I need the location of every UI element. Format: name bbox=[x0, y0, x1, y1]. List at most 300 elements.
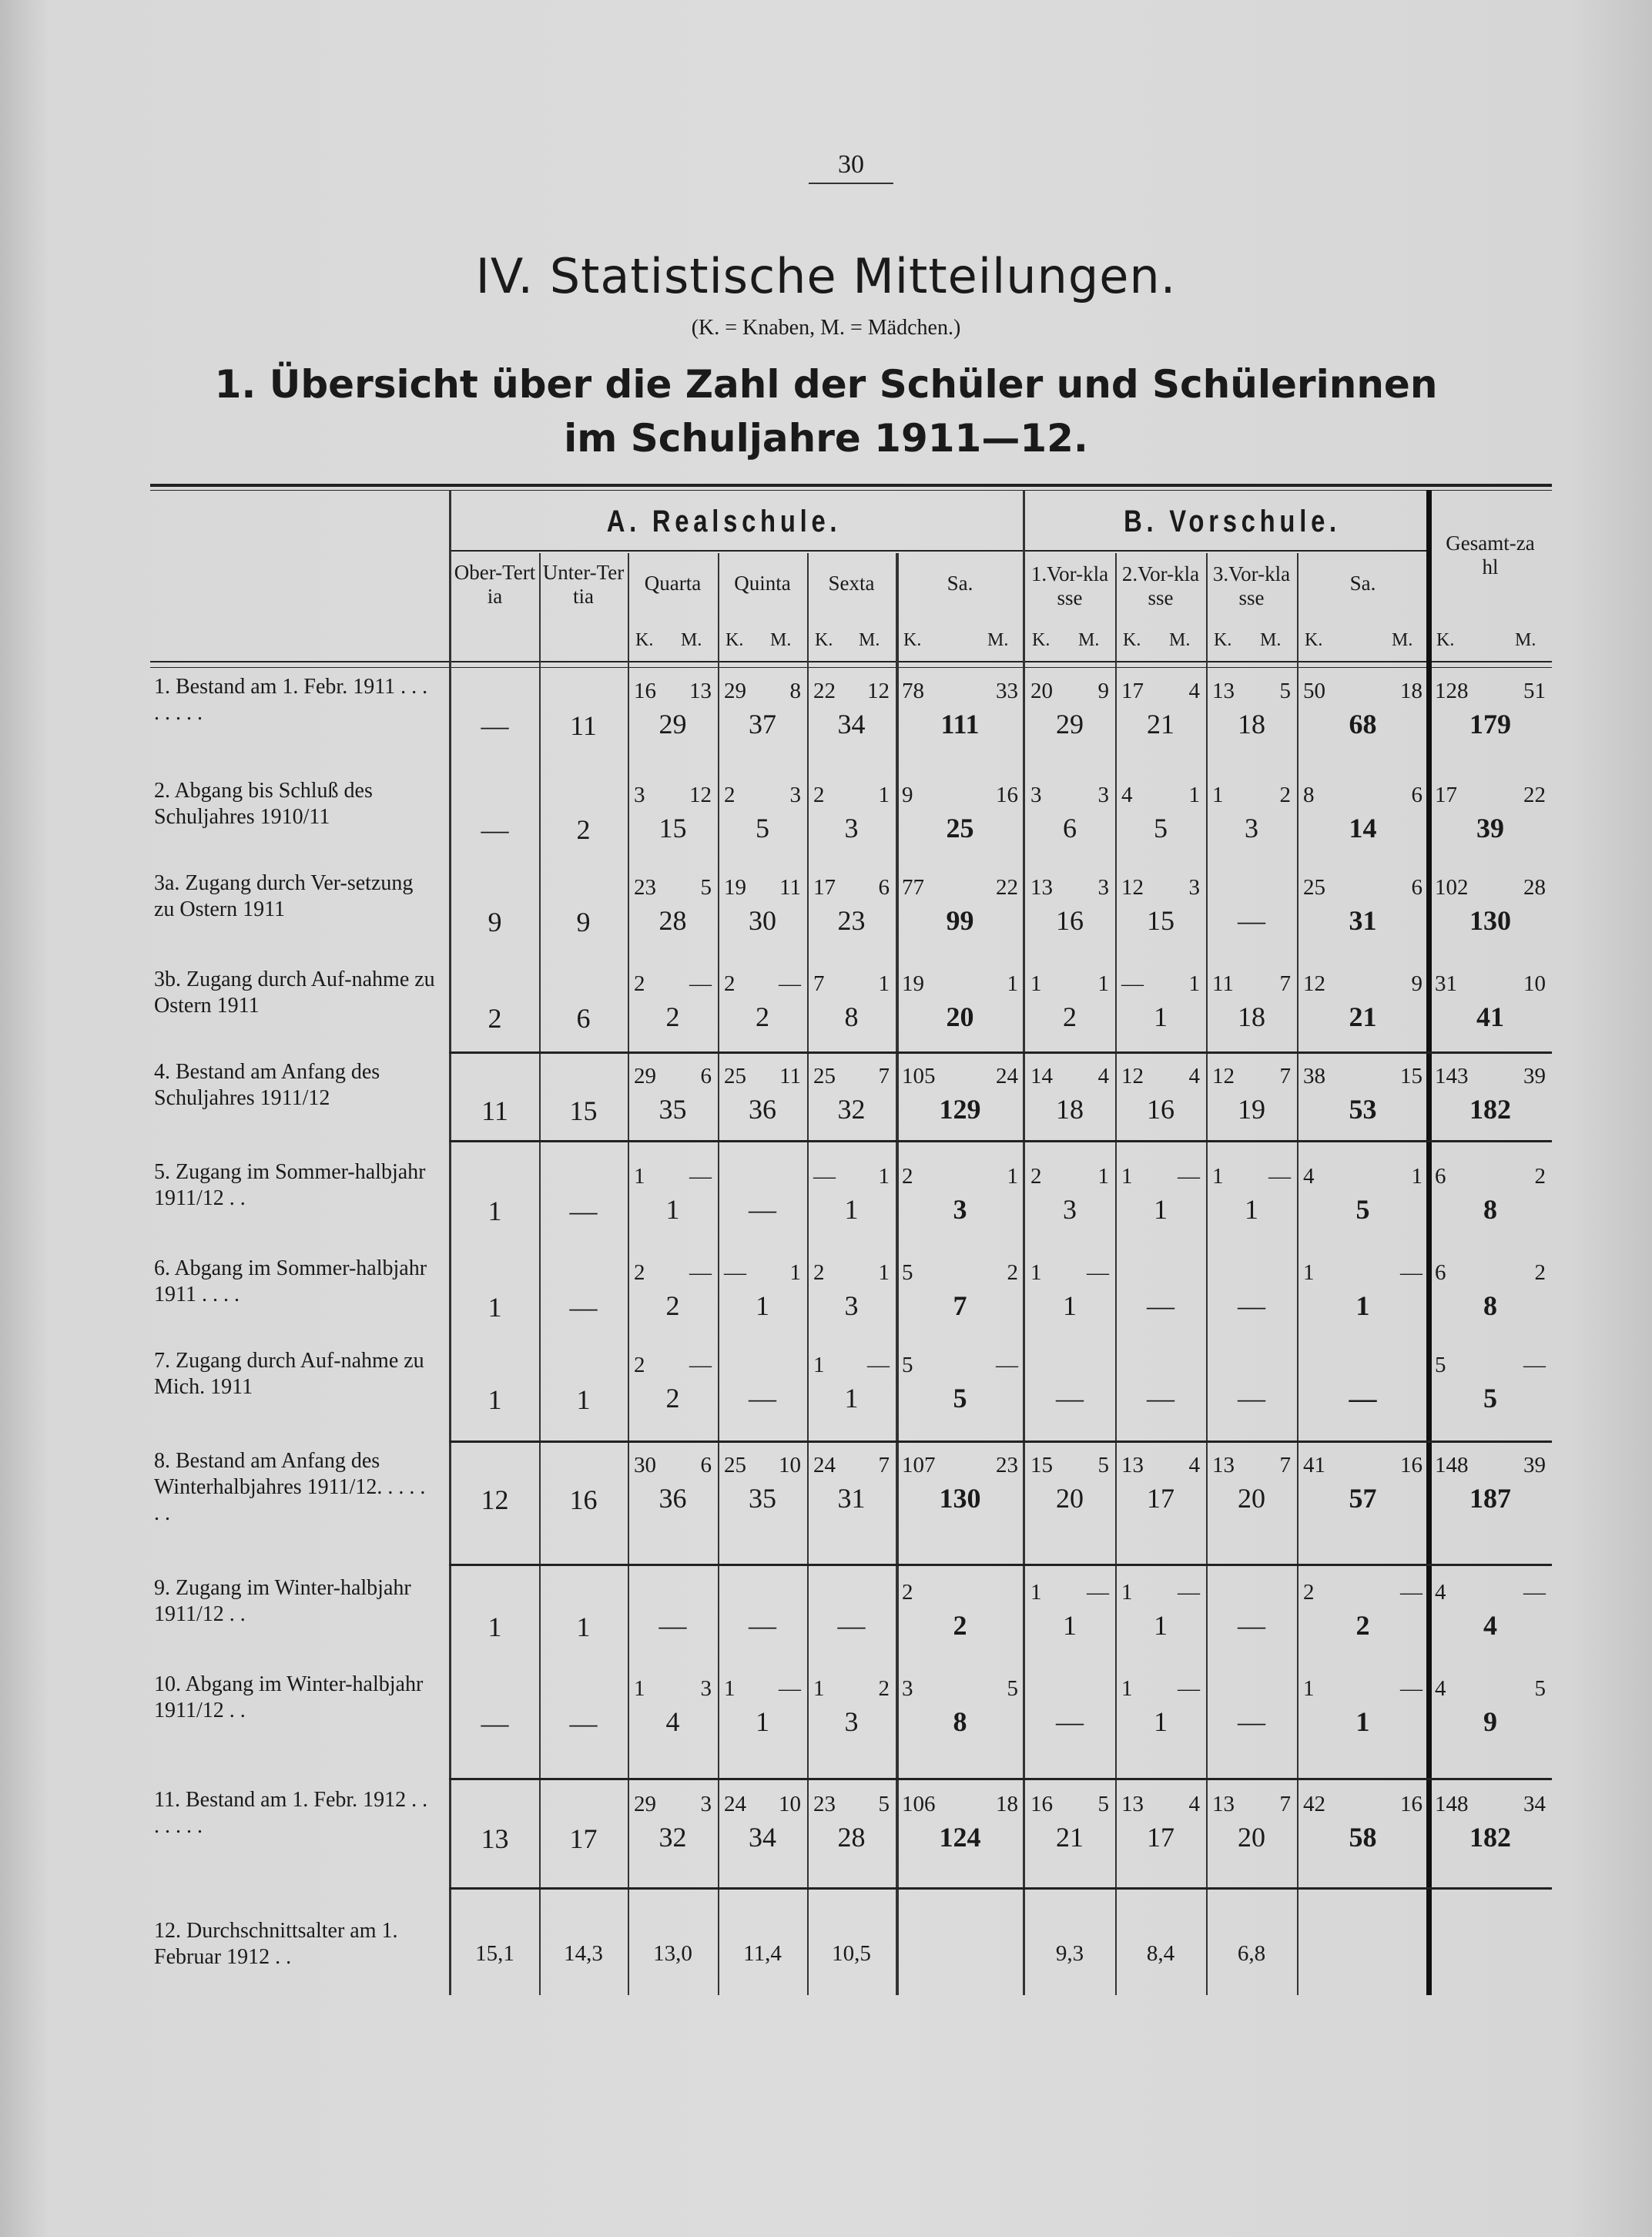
column-header bbox=[1206, 562, 1297, 610]
cell-m-value: 5 bbox=[878, 1792, 890, 1816]
cell-total-v3: 19 bbox=[1238, 1094, 1265, 1125]
cell-km-s bbox=[813, 679, 890, 706]
cell-m-value: 16 bbox=[1400, 1453, 1422, 1477]
cell-total-v2: — bbox=[1147, 1290, 1174, 1321]
cell-m-value: 4 bbox=[1188, 679, 1200, 703]
cell-km-sa bbox=[902, 1453, 1018, 1481]
cell-total-s: 3 bbox=[844, 1290, 859, 1321]
cell-k-value: 4 bbox=[1121, 783, 1133, 807]
cell-km-vsa bbox=[1303, 971, 1422, 999]
cell-km-v2 bbox=[1121, 971, 1200, 999]
cell-km-qi bbox=[724, 1453, 801, 1481]
cell-m-value: 7 bbox=[1279, 1792, 1291, 1816]
m-header: M. bbox=[1169, 630, 1191, 650]
cell-k-value: 1 bbox=[1030, 1260, 1042, 1285]
row-separator bbox=[449, 1564, 1552, 1566]
cell-km-s bbox=[813, 783, 890, 810]
cell-k-value: 13 bbox=[1212, 1453, 1235, 1477]
cell-total-vsa: 14 bbox=[1349, 813, 1377, 843]
m-header: M. bbox=[987, 630, 1009, 650]
cell-total-sa: 111 bbox=[940, 709, 980, 740]
cell-ut: 1 bbox=[576, 1612, 591, 1642]
cell-k-value: 2 bbox=[902, 1164, 913, 1189]
cell-total-v2: 16 bbox=[1147, 1094, 1174, 1125]
cell-k-value: 106 bbox=[902, 1792, 936, 1816]
cell-k-value: — bbox=[813, 1164, 836, 1189]
age-value-ot: 15,1 bbox=[475, 1941, 514, 1966]
cell-ut: 15 bbox=[569, 1095, 598, 1126]
cell-m-value: — bbox=[1523, 1580, 1546, 1605]
column-header bbox=[1297, 572, 1429, 595]
cell-km-s bbox=[813, 1580, 890, 1608]
header-bottom-rule-2 bbox=[150, 667, 1552, 668]
cell-total-qi: 37 bbox=[749, 709, 776, 740]
cell-k-value: 22 bbox=[813, 679, 836, 703]
cell-k-value: 19 bbox=[902, 971, 924, 996]
cell-k-value: 13 bbox=[1030, 875, 1053, 900]
table-title-line-2: im Schuljahre 1911—12. bbox=[564, 416, 1088, 461]
cell-m-value: 6 bbox=[1411, 875, 1422, 900]
table-top-rule bbox=[150, 484, 1552, 487]
cell-total-v1: 20 bbox=[1056, 1483, 1084, 1514]
cell-m-value: 1 bbox=[1097, 971, 1109, 996]
column-header-label: Quinta bbox=[734, 572, 791, 595]
column-header bbox=[539, 561, 628, 609]
cell-k-value: 30 bbox=[634, 1453, 656, 1477]
cell-km-v3 bbox=[1212, 875, 1291, 903]
cell-k-value: 3 bbox=[1030, 783, 1042, 807]
cell-ut: 6 bbox=[576, 1003, 591, 1034]
row-label: 11. Bestand am 1. Febr. 1912 . . . . . . . bbox=[154, 1788, 428, 1838]
cell-k-value: 1 bbox=[634, 1676, 645, 1701]
cell-k-value: 1 bbox=[813, 1676, 825, 1701]
cell-total-sa: 130 bbox=[939, 1483, 981, 1514]
cell-ot: 1 bbox=[488, 1384, 502, 1415]
cell-total-v3: — bbox=[1238, 1610, 1265, 1641]
cell-m-value: 7 bbox=[1279, 1453, 1291, 1477]
cell-ot: 1 bbox=[488, 1612, 502, 1642]
column-header-label: Ober-Tertia bbox=[454, 561, 536, 608]
cell-total-v3: 3 bbox=[1245, 813, 1258, 843]
cell-k-value: 5 bbox=[902, 1353, 913, 1377]
cell-total-q: 2 bbox=[665, 1290, 680, 1321]
cell-m-value: — bbox=[1400, 1260, 1422, 1285]
cell-m-value: 22 bbox=[1523, 783, 1546, 807]
cell-km-qi bbox=[724, 1353, 801, 1380]
cell-m-value: 4 bbox=[1188, 1453, 1200, 1477]
cell-km-vsa bbox=[1303, 783, 1422, 810]
cell-m-value: 8 bbox=[789, 679, 801, 703]
cell-k-value: 15 bbox=[1030, 1453, 1053, 1477]
cell-km-qi bbox=[724, 679, 801, 706]
cell-km-sa bbox=[902, 1792, 1018, 1819]
m-header: M. bbox=[681, 630, 702, 650]
cell-total-vsa: 5 bbox=[1355, 1194, 1370, 1225]
cell-total-s: 34 bbox=[837, 709, 866, 740]
cell-m-value: 1 bbox=[789, 1260, 801, 1285]
cell-m-value: — bbox=[1178, 1676, 1200, 1701]
cell-ot: 9 bbox=[488, 907, 502, 937]
cell-total-vsa: 1 bbox=[1355, 1706, 1370, 1737]
cell-m-value: 5 bbox=[1097, 1453, 1109, 1477]
cell-k-value: 9 bbox=[902, 783, 913, 807]
cell-m-value: 15 bbox=[1400, 1064, 1422, 1088]
m-header: M. bbox=[1260, 630, 1282, 650]
cell-total-s: 3 bbox=[844, 1706, 859, 1737]
cell-ot: 1 bbox=[488, 1292, 502, 1323]
cell-km-g bbox=[1435, 679, 1546, 706]
cell-k-value: — bbox=[724, 1260, 746, 1285]
cell-k-value: 14 bbox=[1030, 1064, 1053, 1088]
cell-m-value: — bbox=[1178, 1580, 1200, 1605]
cell-total-g: 39 bbox=[1476, 813, 1504, 843]
cell-ut: 2 bbox=[576, 814, 591, 845]
cell-m-value: 22 bbox=[996, 875, 1018, 900]
row-label: 8. Bestand am Anfang des Winterhalbjahres 1911/12. . . . . . . bbox=[154, 1449, 426, 1525]
cell-total-g: 187 bbox=[1469, 1483, 1511, 1514]
cell-k-value: 11 bbox=[1212, 971, 1234, 996]
cell-m-value: 7 bbox=[1279, 971, 1291, 996]
cell-k-value: 20 bbox=[1030, 679, 1053, 703]
cell-total-v2: 1 bbox=[1154, 1610, 1168, 1641]
cell-ot: — bbox=[481, 1708, 509, 1739]
cell-km-v2 bbox=[1121, 875, 1200, 903]
cell-total-v1: 16 bbox=[1056, 905, 1084, 936]
cell-total-v1: 21 bbox=[1056, 1822, 1084, 1853]
cell-k-value: 1 bbox=[634, 1164, 645, 1189]
cell-m-value: 7 bbox=[878, 1064, 890, 1088]
cell-m-value: 1 bbox=[878, 1164, 890, 1189]
cell-km-v3 bbox=[1212, 1792, 1291, 1819]
cell-total-q: — bbox=[658, 1610, 687, 1641]
cell-total-s: 1 bbox=[844, 1383, 859, 1414]
cell-k-value: 13 bbox=[1121, 1453, 1144, 1477]
cell-total-v1: 18 bbox=[1056, 1094, 1084, 1125]
cell-km-q bbox=[634, 1353, 712, 1380]
cell-k-value: 17 bbox=[1435, 783, 1457, 807]
cell-m-value: — bbox=[996, 1353, 1018, 1377]
cell-m-value: 11 bbox=[779, 1064, 801, 1088]
cell-km-qi bbox=[724, 875, 801, 903]
age-value-qi: 11,4 bbox=[743, 1941, 782, 1966]
cell-total-v2: 21 bbox=[1147, 709, 1174, 740]
cell-km-v3 bbox=[1212, 679, 1291, 706]
group-header-gesamtzahl bbox=[1425, 532, 1556, 579]
row-label: 3b. Zugang durch Auf-nahme zu Ostern 1911 bbox=[154, 968, 435, 1018]
page-title: IV. Statistische Mitteilungen. bbox=[475, 248, 1177, 304]
cell-m-value: — bbox=[689, 971, 712, 996]
cell-total-sa: 25 bbox=[946, 813, 974, 843]
cell-total-g: 182 bbox=[1469, 1094, 1511, 1125]
cell-km-v2 bbox=[1121, 679, 1200, 706]
cell-k-value: 16 bbox=[1030, 1792, 1053, 1816]
cell-ot: 1 bbox=[488, 1196, 502, 1226]
cell-k-value: 24 bbox=[813, 1453, 836, 1477]
cell-ut: 1 bbox=[576, 1384, 591, 1415]
cell-total-v1: 3 bbox=[1063, 1194, 1077, 1225]
cell-total-s: 8 bbox=[844, 1001, 859, 1032]
cell-k-value: 1 bbox=[1121, 1676, 1133, 1701]
cell-m-value: 1 bbox=[878, 1260, 890, 1285]
k-header: K. bbox=[1436, 630, 1455, 650]
cell-m-value: 16 bbox=[996, 783, 1018, 807]
cell-k-value: 4 bbox=[1303, 1164, 1315, 1189]
cell-k-value: 42 bbox=[1303, 1792, 1325, 1816]
row-separator bbox=[449, 1887, 1552, 1890]
cell-total-v3: — bbox=[1238, 1383, 1265, 1414]
cell-total-g: 8 bbox=[1483, 1194, 1497, 1225]
cell-km-q bbox=[634, 1792, 712, 1819]
cell-k-value: 2 bbox=[1030, 1164, 1042, 1189]
cell-k-value: 78 bbox=[902, 679, 924, 703]
cell-k-value: 3 bbox=[902, 1676, 913, 1701]
cell-k-value: 25 bbox=[1303, 875, 1325, 900]
age-value-s: 10,5 bbox=[832, 1941, 871, 1966]
row-separator bbox=[449, 1778, 1552, 1780]
cell-total-q: 1 bbox=[665, 1194, 680, 1225]
row-separator bbox=[449, 1440, 1552, 1443]
column-header bbox=[718, 572, 807, 595]
gesamtzahl-label: Gesamt-zahl bbox=[1446, 532, 1535, 579]
cell-k-value: 2 bbox=[634, 1353, 645, 1377]
column-header-label: 3.Vor-klasse bbox=[1212, 562, 1291, 609]
cell-k-value: 1 bbox=[1303, 1676, 1315, 1701]
cell-km-sa bbox=[902, 679, 1018, 706]
cell-km-g bbox=[1435, 1453, 1546, 1481]
cell-total-v2: 15 bbox=[1147, 905, 1174, 936]
cell-k-value: 41 bbox=[1303, 1453, 1325, 1477]
cell-k-value: 5 bbox=[1435, 1353, 1446, 1377]
cell-km-q bbox=[634, 1064, 712, 1092]
cell-total-q: 29 bbox=[658, 709, 687, 740]
cell-total-qi: 36 bbox=[749, 1094, 776, 1125]
cell-m-value: 3 bbox=[700, 1792, 712, 1816]
cell-total-qi: — bbox=[749, 1610, 776, 1641]
cell-m-value: 2 bbox=[878, 1676, 890, 1701]
m-header: M. bbox=[1392, 630, 1413, 650]
k-header: K. bbox=[903, 630, 922, 650]
m-header: M. bbox=[1078, 630, 1100, 650]
cell-k-value: 13 bbox=[1212, 679, 1235, 703]
cell-m-value: — bbox=[689, 1164, 712, 1189]
cell-m-value: 39 bbox=[1523, 1064, 1546, 1088]
cell-k-value: 8 bbox=[1303, 783, 1315, 807]
cell-km-v2 bbox=[1121, 1792, 1200, 1819]
cell-total-qi: 35 bbox=[749, 1483, 776, 1514]
cell-total-q: 35 bbox=[658, 1094, 687, 1125]
cell-m-value: 10 bbox=[779, 1453, 801, 1477]
cell-km-qi bbox=[724, 1676, 801, 1704]
cell-km-qi bbox=[724, 783, 801, 810]
k-header: K. bbox=[635, 630, 654, 650]
cell-k-value: 24 bbox=[724, 1792, 746, 1816]
cell-k-value: 2 bbox=[634, 971, 645, 996]
cell-total-q: 4 bbox=[665, 1706, 680, 1737]
cell-k-value: 105 bbox=[902, 1064, 936, 1088]
cell-total-sa: 3 bbox=[953, 1194, 967, 1225]
cell-k-value: 13 bbox=[1212, 1792, 1235, 1816]
cell-k-value: 12 bbox=[1121, 1064, 1144, 1088]
cell-m-value: 23 bbox=[996, 1453, 1018, 1477]
cell-km-v2 bbox=[1121, 1453, 1200, 1481]
cell-ot: 2 bbox=[488, 1003, 502, 1034]
cell-m-value: 24 bbox=[996, 1064, 1018, 1088]
cell-total-qi: 34 bbox=[749, 1822, 776, 1853]
cell-k-value: 6 bbox=[1435, 1260, 1446, 1285]
cell-total-g: 130 bbox=[1469, 905, 1511, 936]
cell-m-value: — bbox=[867, 1353, 890, 1377]
cell-total-qi: — bbox=[749, 1194, 776, 1225]
cell-m-value: 9 bbox=[1411, 971, 1422, 996]
cell-ot: 11 bbox=[481, 1095, 508, 1126]
cell-total-g: 179 bbox=[1469, 709, 1511, 740]
cell-km-g bbox=[1435, 1676, 1546, 1704]
cell-km-sa bbox=[902, 1580, 1018, 1608]
cell-m-value: 12 bbox=[689, 783, 712, 807]
cell-total-vsa: 68 bbox=[1349, 709, 1377, 740]
cell-k-value: 102 bbox=[1435, 875, 1469, 900]
cell-k-value: 7 bbox=[813, 971, 825, 996]
age-value-v3: 6,8 bbox=[1237, 1941, 1266, 1966]
cell-km-v3 bbox=[1212, 1353, 1291, 1380]
cell-total-sa: 8 bbox=[953, 1706, 967, 1737]
cell-m-value: — bbox=[1087, 1260, 1109, 1285]
cell-total-v1: — bbox=[1056, 1706, 1084, 1737]
cell-total-sa: 99 bbox=[946, 905, 974, 936]
cell-m-value: 4 bbox=[1188, 1792, 1200, 1816]
cell-k-value: 107 bbox=[902, 1453, 936, 1477]
cell-total-q: 32 bbox=[658, 1822, 687, 1853]
cell-km-s bbox=[813, 1064, 890, 1092]
cell-total-qi: 30 bbox=[749, 905, 776, 936]
cell-k-value: 148 bbox=[1435, 1453, 1469, 1477]
cell-m-value: — bbox=[779, 971, 801, 996]
column-header-label: Quarta bbox=[644, 572, 702, 595]
cell-ot: — bbox=[481, 814, 509, 845]
column-header-label: Sexta bbox=[828, 572, 875, 595]
column-header bbox=[896, 572, 1024, 595]
cell-m-value: — bbox=[779, 1676, 801, 1701]
cell-k-value: 1 bbox=[813, 1353, 825, 1377]
row-label: 2. Abgang bis Schluß des Schuljahres 1910/11 bbox=[154, 779, 373, 829]
cell-km-s bbox=[813, 1164, 890, 1192]
cell-km-q bbox=[634, 1580, 712, 1608]
cell-m-value: 51 bbox=[1523, 679, 1546, 703]
cell-total-v1: 1 bbox=[1063, 1290, 1077, 1321]
cell-total-v3: 20 bbox=[1238, 1483, 1265, 1514]
cell-km-v1 bbox=[1030, 783, 1109, 810]
cell-km-v1 bbox=[1030, 1453, 1109, 1481]
cell-km-s bbox=[813, 1792, 890, 1819]
cell-km-sa bbox=[902, 1676, 1018, 1704]
cell-k-value: 25 bbox=[813, 1064, 836, 1088]
cell-k-value: 1 bbox=[1030, 1580, 1042, 1605]
cell-k-value: — bbox=[1121, 971, 1144, 996]
column-header-label: Sa. bbox=[1349, 572, 1376, 595]
cell-km-v1 bbox=[1030, 971, 1109, 999]
cell-k-value: 3 bbox=[634, 783, 645, 807]
cell-km-vsa bbox=[1303, 1260, 1422, 1288]
cell-total-g: 9 bbox=[1483, 1706, 1497, 1737]
group-header-vorschule: B. Vorschule. bbox=[1124, 505, 1341, 538]
cell-k-value: 2 bbox=[634, 1260, 645, 1285]
cell-km-v2 bbox=[1121, 1260, 1200, 1288]
cell-m-value: — bbox=[1268, 1164, 1291, 1189]
cell-k-value: 38 bbox=[1303, 1064, 1325, 1088]
k-header: K. bbox=[1032, 630, 1051, 650]
cell-k-value: 2 bbox=[813, 783, 825, 807]
cell-ot: 13 bbox=[481, 1823, 509, 1854]
cell-m-value: — bbox=[1400, 1580, 1422, 1605]
cell-total-s: 3 bbox=[844, 813, 859, 843]
cell-m-value: 1 bbox=[1007, 1164, 1018, 1189]
cell-km-v1 bbox=[1030, 875, 1109, 903]
group-underline bbox=[451, 550, 1429, 552]
cell-m-value: 33 bbox=[996, 679, 1018, 703]
cell-km-v3 bbox=[1212, 1676, 1291, 1704]
cell-total-sa: 124 bbox=[939, 1822, 981, 1853]
cell-k-value: 1 bbox=[1212, 783, 1224, 807]
cell-k-value: 12 bbox=[1121, 875, 1144, 900]
cell-k-value: 17 bbox=[813, 875, 836, 900]
cell-m-value: 10 bbox=[1523, 971, 1546, 996]
cell-m-value: 28 bbox=[1523, 875, 1546, 900]
cell-km-sa bbox=[902, 1164, 1018, 1192]
cell-km-s bbox=[813, 1453, 890, 1481]
cell-m-value: 5 bbox=[1534, 1676, 1546, 1701]
cell-total-v2: 17 bbox=[1147, 1822, 1174, 1853]
cell-km-v2 bbox=[1121, 783, 1200, 810]
cell-k-value: 77 bbox=[902, 875, 924, 900]
cell-m-value: 1 bbox=[878, 971, 890, 996]
cell-total-q: 2 bbox=[665, 1001, 680, 1032]
cell-total-v3: — bbox=[1238, 905, 1265, 936]
cell-m-value: 3 bbox=[700, 1676, 712, 1701]
cell-km-v3 bbox=[1212, 1064, 1291, 1092]
cell-km-vsa bbox=[1303, 1453, 1422, 1481]
cell-k-value: 2 bbox=[813, 1260, 825, 1285]
cell-total-v1: — bbox=[1056, 1383, 1084, 1414]
cell-km-vsa bbox=[1303, 1353, 1422, 1380]
cell-m-value: 7 bbox=[1279, 1064, 1291, 1088]
cell-m-value: 1 bbox=[878, 783, 890, 807]
page-number: 30 bbox=[809, 150, 893, 184]
cell-km-v3 bbox=[1212, 783, 1291, 810]
cell-k-value: 23 bbox=[813, 1792, 836, 1816]
row-label: 9. Zugang im Winter-halbjahr 1911/12 . . bbox=[154, 1576, 411, 1626]
cell-total-s: 23 bbox=[837, 905, 866, 936]
cell-km-v1 bbox=[1030, 1676, 1109, 1704]
cell-m-value: 5 bbox=[1097, 1792, 1109, 1816]
cell-total-q: 15 bbox=[658, 813, 687, 843]
cell-total-v3: 18 bbox=[1238, 709, 1265, 740]
cell-m-value: 1 bbox=[1097, 1164, 1109, 1189]
cell-km-g bbox=[1435, 971, 1546, 999]
cell-m-value: — bbox=[1178, 1164, 1200, 1189]
cell-ut: 11 bbox=[570, 710, 597, 741]
cell-km-g bbox=[1435, 1164, 1546, 1192]
k-header: K. bbox=[1305, 630, 1323, 650]
cell-km-s bbox=[813, 1260, 890, 1288]
row-label: 10. Abgang im Winter-halbjahr 1911/12 . . bbox=[154, 1672, 424, 1722]
cell-km-v1 bbox=[1030, 1164, 1109, 1192]
cell-km-v1 bbox=[1030, 679, 1109, 706]
cell-m-value: 39 bbox=[1523, 1453, 1546, 1477]
cell-k-value: 29 bbox=[634, 1064, 656, 1088]
cell-k-value: 1 bbox=[1303, 1260, 1315, 1285]
cell-k-value: 2 bbox=[902, 1580, 913, 1605]
cell-km-vsa bbox=[1303, 1580, 1422, 1608]
